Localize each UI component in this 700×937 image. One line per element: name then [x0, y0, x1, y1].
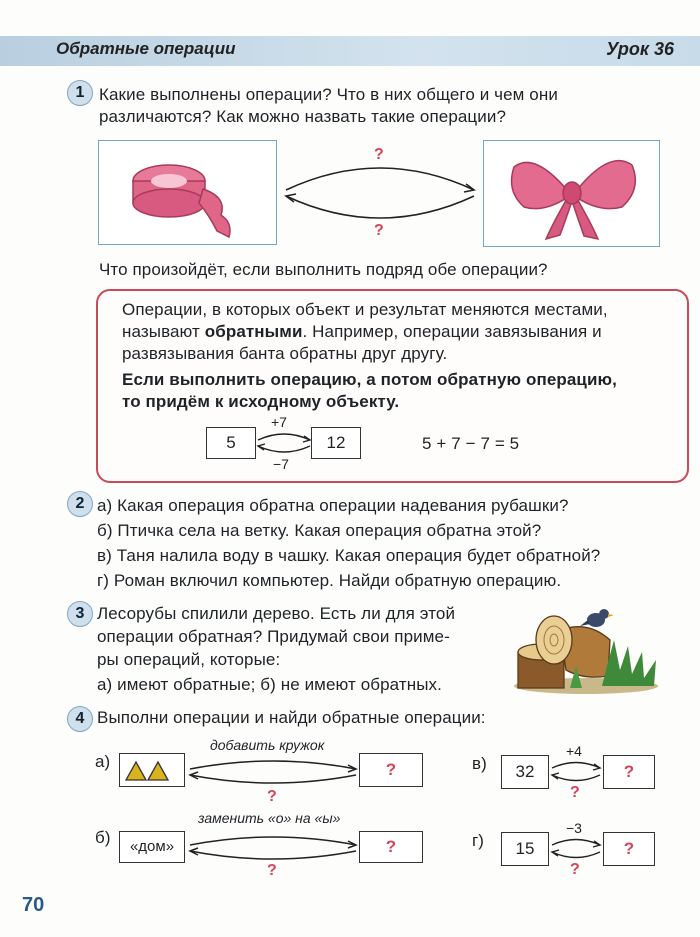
task4-d-operation: −3 [566, 820, 582, 836]
task4-b-result-box[interactable]: ? [359, 831, 423, 863]
task4-d-question: ? [570, 861, 580, 878]
task4-a-arrows [188, 753, 358, 789]
task4-c-start-box: 32 [501, 755, 549, 789]
task4-d-result-box[interactable]: ? [603, 832, 655, 866]
task4-a-result-box[interactable]: ? [359, 753, 423, 787]
chapter-title: Обратные операции [56, 39, 236, 58]
task2-c: в) Таня налила воду в чашку. Какая операция будет обратной? [97, 546, 601, 565]
task4-a-start-box [119, 753, 185, 787]
task-number-2: 2 [67, 491, 93, 517]
example-start-box: 5 [206, 427, 256, 459]
ribbon-illustration [99, 141, 276, 244]
task4-c-question: ? [570, 784, 580, 801]
task4-prompt: Выполни операции и найди обратные операции: [97, 708, 486, 727]
task3-line2: операции обратная? Придумай свои приме- [97, 627, 450, 646]
task4-a-operation: добавить кружок [210, 737, 325, 753]
task1-followup-question: Что произойдёт, если выполнить подряд обе операции? [99, 260, 548, 279]
rule-line3: развязывания банта обратны друг другу. [122, 344, 448, 363]
tree-stump-illustration [510, 600, 662, 696]
task4-b-start-box: «дом» [119, 831, 185, 863]
task4-b-question: ? [267, 862, 277, 879]
task4-c-result-box[interactable]: ? [603, 755, 655, 789]
bow-illustration [484, 141, 659, 246]
example-plus-label: +7 [271, 414, 287, 430]
task4-a-question: ? [267, 788, 277, 805]
task2-b: б) Птичка села на ветку. Какая операция обратна этой? [97, 521, 542, 540]
task4-d-start-box: 15 [501, 832, 549, 866]
task3-line4: а) имеют обратные; б) не имеют обратных. [97, 675, 442, 694]
task4-d-label: г) [472, 831, 485, 850]
task4-a-label: а) [95, 752, 111, 771]
task4-c-label: в) [472, 754, 487, 773]
task4-b-label: б) [95, 828, 111, 847]
task4-d-arrows [550, 834, 602, 864]
example-equation: 5 + 7 − 7 = 5 [422, 434, 520, 453]
question-mark-bottom: ? [374, 222, 384, 239]
rule-bold-line1: Если выполнить операцию, а потом обратную операцию, [122, 370, 617, 389]
rule-line2: называют обратными. Например, операции завязывания и [122, 322, 602, 341]
task3-line1: Лесорубы спилили дерево. Есть ли для этой [97, 604, 456, 623]
lesson-number: Урок 36 [606, 39, 674, 59]
question-mark-top: ? [374, 146, 384, 163]
two-triangles-icon [120, 754, 184, 786]
task-number-3: 3 [67, 601, 93, 627]
task4-c-operation: +4 [566, 743, 582, 759]
page-number: 70 [22, 894, 45, 916]
example-minus-label: −7 [273, 456, 289, 472]
task2-a: а) Какая операция обратна операции надевания рубашки? [97, 496, 569, 515]
rule-bold-line2: то придём к исходному объекту. [122, 392, 400, 411]
task-number-1: 1 [67, 80, 93, 106]
example-arrows [256, 428, 312, 458]
example-result-box: 12 [311, 427, 361, 459]
task-number-4: 4 [67, 706, 93, 732]
task4-b-arrows [188, 829, 358, 865]
bow-image [483, 140, 660, 247]
task1-line1: Какие выполнены операции? Что в них общего и чем они [99, 85, 558, 104]
task1-line2: различаются? Как можно назвать такие операции? [99, 107, 507, 126]
ribbon-image [98, 140, 277, 245]
task4-b-operation: заменить «о» на «ы» [198, 810, 341, 826]
task2-d: г) Роман включил компьютер. Найди обратную операцию. [97, 571, 562, 590]
task3-line3: ры операций, которые: [97, 650, 281, 669]
task4-c-arrows [550, 757, 602, 787]
rule-line1: Операции, в которых объект и результат меняются местами, [122, 300, 608, 319]
